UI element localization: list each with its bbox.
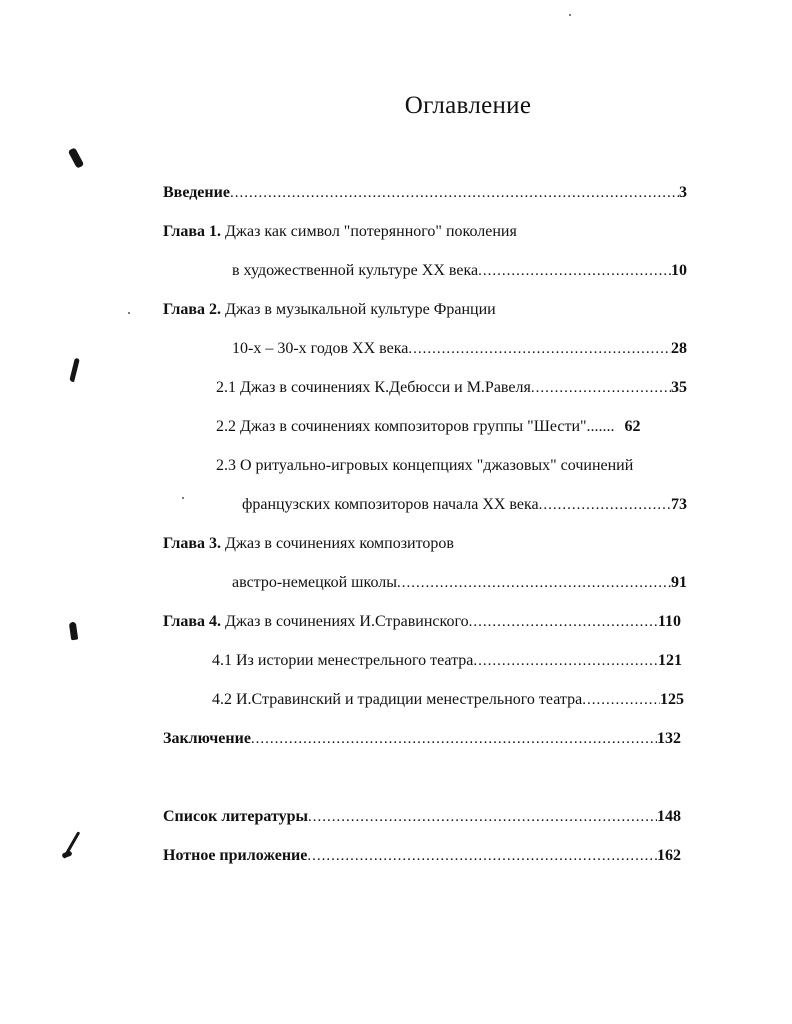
toc-entry-title: Джаз в музыкальной культуре Франции — [221, 301, 496, 318]
toc-entry-section-2-2 — [216, 415, 687, 439]
toc-entry-section-4-1 — [212, 649, 682, 673]
toc-entry-section-2-1 — [216, 376, 687, 400]
toc-entry-title: 10-х – 30-х годов XX века — [232, 340, 409, 357]
dot-leader — [408, 337, 671, 361]
dot-leader — [531, 376, 671, 400]
toc-entry-title: французских композиторов начала XX века — [242, 496, 539, 513]
dot-leader — [251, 727, 657, 751]
toc-entry-conclusion — [163, 727, 681, 751]
dot-leader — [308, 805, 657, 829]
toc-entry-label: Список литературы — [163, 808, 308, 825]
toc-entry-section-2-3 — [216, 454, 687, 478]
toc-entry-title: 4.1 Из истории менестрельного театра — [212, 652, 474, 669]
toc-entry-chapter-3 — [163, 532, 687, 556]
toc-entry-title: Джаз как символ "потерянного" поколения — [221, 223, 517, 240]
toc-entry-page: 73 — [671, 496, 687, 513]
dot-leader — [478, 259, 671, 283]
toc-entry-bibliography — [163, 805, 681, 829]
dot-leader — [473, 649, 658, 673]
toc-entry-introduction — [163, 181, 687, 205]
toc-entry-chapter-4 — [163, 610, 681, 634]
toc-entry-title: 2.2 Джаз в сочинениях композиторов группы "Шести"....... — [216, 418, 615, 435]
toc-entry-page: 62 — [624, 418, 641, 435]
toc-entry-title: 2.1 Джаз в сочинениях К.Дебюсси и М.Равеля — [216, 379, 531, 396]
toc-entry-page: 35 — [671, 379, 687, 396]
dot-leader — [582, 688, 660, 712]
toc-entry-page: 148 — [657, 808, 681, 825]
toc-entry-label: Глава 4. — [163, 613, 221, 630]
toc-entry-label: Глава 3. — [163, 535, 221, 552]
toc-entry-chapter-1-cont — [232, 259, 687, 283]
dot-leader — [397, 571, 671, 595]
toc-entry-page: 91 — [671, 574, 687, 591]
toc-entry-label: Нотное приложение — [163, 847, 308, 864]
toc-entry-page: 3 — [679, 184, 687, 201]
toc-entry-music-appendix — [163, 844, 681, 868]
toc-entry-label: Глава 2. — [163, 301, 221, 318]
toc-entry-label: Введение — [163, 184, 230, 201]
scan-mark — [69, 358, 80, 382]
toc-entry-page: 110 — [657, 613, 681, 630]
scan-mark — [61, 850, 72, 858]
toc-entry-title: в художественной культуре XX века — [232, 262, 479, 279]
dot-leader — [539, 493, 671, 517]
dot-leader — [307, 844, 657, 868]
toc-entry-chapter-3-cont — [232, 571, 687, 595]
scan-speck — [182, 497, 184, 499]
toc-entry-chapter-2 — [163, 298, 687, 322]
toc-entry-page: 121 — [658, 652, 682, 669]
page-title: Оглавление — [404, 92, 532, 119]
scan-mark — [68, 147, 84, 168]
toc-entry-title: Джаз в сочинениях композиторов — [221, 535, 454, 552]
toc-entry-chapter-2-cont — [232, 337, 687, 361]
toc-entry-page: 162 — [657, 847, 681, 864]
toc-entry-title: Джаз в сочинениях И.Стравинского — [221, 613, 469, 630]
toc-entry-chapter-1 — [163, 220, 687, 244]
toc-entry-title: австро-немецкой школы — [232, 574, 397, 591]
scan-speck — [569, 14, 571, 16]
scan-mark — [69, 622, 78, 641]
toc-entry-title: 4.2 И.Стравинский и традиции менестрельного театра — [212, 691, 583, 708]
toc-entry-label: Глава 1. — [163, 223, 221, 240]
toc-entry-page: 28 — [671, 340, 687, 357]
toc-entry-section-4-2 — [212, 688, 684, 712]
toc-entry-section-2-3-cont — [242, 493, 687, 517]
dot-leader — [469, 610, 658, 634]
toc-entry-page: 10 — [671, 262, 687, 279]
toc-entry-title: 2.3 О ритуально-игровых концепциях "джазовых" сочинений — [216, 457, 634, 474]
toc-entry-page: 132 — [657, 730, 681, 747]
toc-entry-page: 125 — [660, 691, 684, 708]
toc-entry-label: Заключение — [163, 730, 251, 747]
dot-leader — [230, 181, 679, 205]
scan-speck — [128, 312, 130, 314]
